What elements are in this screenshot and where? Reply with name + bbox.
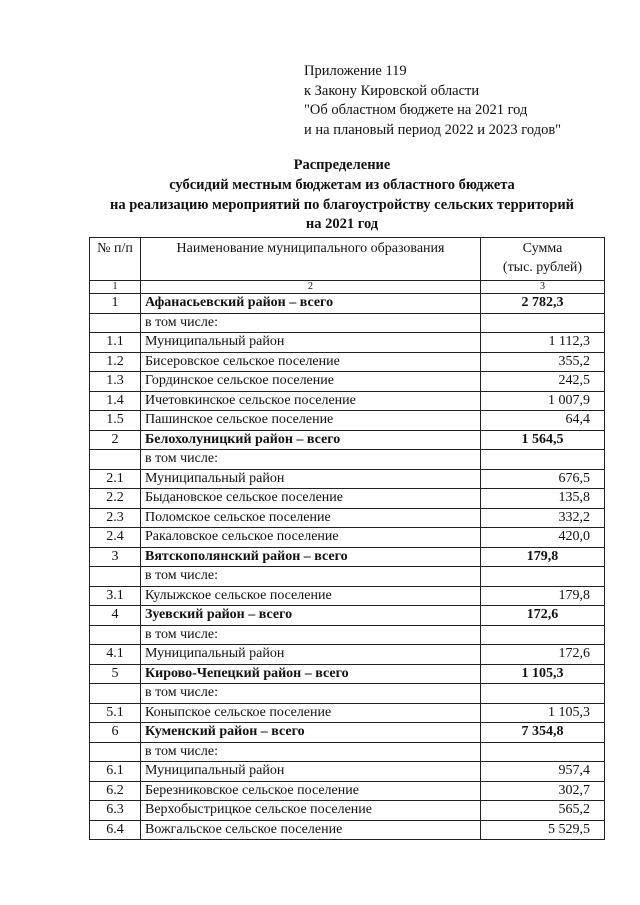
row-number: 6.3 bbox=[90, 801, 141, 821]
row-number bbox=[90, 567, 141, 587]
row-number: 6.4 bbox=[90, 820, 141, 840]
column-number-row bbox=[90, 281, 605, 294]
row-name: Коныпское сельское поселение bbox=[141, 703, 481, 723]
row-number: 2 bbox=[90, 430, 141, 450]
row-number: 4 bbox=[90, 606, 141, 626]
row-name: Поломское сельское поселение bbox=[141, 508, 481, 528]
subheading-row bbox=[90, 450, 605, 470]
table-row bbox=[90, 508, 605, 528]
title-line: субсидий местным бюджетам из областного бюджета bbox=[169, 176, 515, 193]
row-number: 1 bbox=[90, 294, 141, 314]
row-number: 2.2 bbox=[90, 489, 141, 509]
row-sum: 179,8 bbox=[481, 586, 605, 606]
row-number bbox=[90, 625, 141, 645]
row-number: 4.1 bbox=[90, 645, 141, 665]
district-total-row bbox=[90, 430, 605, 450]
row-sum: 565,2 bbox=[481, 801, 605, 821]
row-sum: 64,4 bbox=[481, 411, 605, 431]
subheading-row bbox=[90, 684, 605, 704]
row-number: 1.5 bbox=[90, 411, 141, 431]
subheading-row bbox=[90, 567, 605, 587]
row-sum: 179,8 bbox=[481, 547, 605, 567]
row-sum: 957,4 bbox=[481, 762, 605, 782]
row-sum: 676,5 bbox=[481, 469, 605, 489]
title-line: на реализацию мероприятий по благоустройству сельских территорий bbox=[109, 196, 575, 213]
row-sum bbox=[481, 625, 605, 645]
header-row bbox=[90, 238, 605, 281]
row-number: 6 bbox=[90, 723, 141, 743]
row-sum: 172,6 bbox=[481, 606, 605, 626]
row-sum: 2 782,3 bbox=[481, 294, 605, 314]
appendix-line: "Об областном бюджете на 2021 год bbox=[304, 102, 528, 118]
row-sum bbox=[481, 450, 605, 470]
row-sum: 1 105,3 bbox=[481, 664, 605, 684]
header-sum-unit: (тыс. рублей) bbox=[502, 260, 583, 275]
header-sum-title: Сумма bbox=[522, 241, 563, 256]
row-name: в том числе: bbox=[141, 313, 481, 333]
row-name: Белохолуницкий район – всего bbox=[141, 430, 481, 450]
row-sum: 1 105,3 bbox=[481, 703, 605, 723]
row-sum bbox=[481, 567, 605, 587]
header-sum bbox=[481, 238, 605, 281]
column-number: 2 bbox=[141, 281, 481, 294]
row-name: в том числе: bbox=[141, 742, 481, 762]
row-sum bbox=[481, 742, 605, 762]
row-sum: 172,6 bbox=[481, 645, 605, 665]
row-number bbox=[90, 313, 141, 333]
row-number: 5 bbox=[90, 664, 141, 684]
table-row bbox=[90, 703, 605, 723]
row-name: Куменский район – всего bbox=[141, 723, 481, 743]
row-number: 6.2 bbox=[90, 781, 141, 801]
district-total-row bbox=[90, 606, 605, 626]
table-row bbox=[90, 333, 605, 353]
row-name: в том числе: bbox=[141, 684, 481, 704]
row-sum: 1 112,3 bbox=[481, 333, 605, 353]
row-number: 2.3 bbox=[90, 508, 141, 528]
row-sum: 355,2 bbox=[481, 352, 605, 372]
row-sum bbox=[481, 684, 605, 704]
row-number: 1.2 bbox=[90, 352, 141, 372]
row-sum: 242,5 bbox=[481, 372, 605, 392]
table-row bbox=[90, 781, 605, 801]
row-number: 2.4 bbox=[90, 528, 141, 548]
subsidy-table bbox=[89, 237, 605, 840]
appendix-line: к Закону Кировской области bbox=[304, 82, 480, 99]
row-sum: 420,0 bbox=[481, 528, 605, 548]
row-name: Гординское сельское поселение bbox=[141, 372, 481, 392]
table-row bbox=[90, 586, 605, 606]
table-row bbox=[90, 469, 605, 489]
row-name: Кулыжское сельское поселение bbox=[141, 586, 481, 606]
row-name: Вожгальское сельское поселение bbox=[141, 820, 481, 840]
row-number: 5.1 bbox=[90, 703, 141, 723]
appendix-line: Приложение 119 bbox=[304, 63, 407, 79]
row-name: Верхобыстрицкое сельское поселение bbox=[141, 801, 481, 821]
district-total-row bbox=[90, 294, 605, 314]
subheading-row bbox=[90, 742, 605, 762]
row-name: Муниципальный район bbox=[141, 645, 481, 665]
row-sum: 5 529,5 bbox=[481, 820, 605, 840]
row-number bbox=[90, 742, 141, 762]
row-name: в том числе: bbox=[141, 625, 481, 645]
title-line: Распределение bbox=[293, 157, 391, 173]
appendix-note bbox=[304, 62, 561, 140]
district-total-row bbox=[90, 547, 605, 567]
row-sum: 135,8 bbox=[481, 489, 605, 509]
row-number: 1.1 bbox=[90, 333, 141, 353]
header-num: № п/п bbox=[90, 238, 141, 281]
row-number bbox=[90, 684, 141, 704]
row-sum bbox=[481, 313, 605, 333]
row-name: Муниципальный район bbox=[141, 333, 481, 353]
row-sum: 7 354,8 bbox=[481, 723, 605, 743]
row-name: Ракаловское сельское поселение bbox=[141, 528, 481, 548]
row-name: Вятскополянский район – всего bbox=[141, 547, 481, 567]
row-number: 6.1 bbox=[90, 762, 141, 782]
table-row bbox=[90, 528, 605, 548]
row-sum: 1 564,5 bbox=[481, 430, 605, 450]
title-line: на 2021 год bbox=[305, 216, 379, 233]
row-sum: 1 007,9 bbox=[481, 391, 605, 411]
district-total-row bbox=[90, 664, 605, 684]
column-number: 1 bbox=[90, 281, 141, 294]
table-row bbox=[90, 352, 605, 372]
table-row bbox=[90, 391, 605, 411]
table-row bbox=[90, 820, 605, 840]
district-total-row bbox=[90, 723, 605, 743]
row-sum: 302,7 bbox=[481, 781, 605, 801]
column-number: 3 bbox=[481, 281, 605, 294]
row-name: в том числе: bbox=[141, 450, 481, 470]
row-name: Ичетовкинское сельское поселение bbox=[141, 391, 481, 411]
row-number: 1.4 bbox=[90, 391, 141, 411]
appendix-line: и на плановый период 2022 и 2023 годов" bbox=[304, 121, 562, 138]
table-row bbox=[90, 645, 605, 665]
row-name: Зуевский район – всего bbox=[141, 606, 481, 626]
table-row bbox=[90, 801, 605, 821]
row-number: 2.1 bbox=[90, 469, 141, 489]
subheading-row bbox=[90, 625, 605, 645]
table-row bbox=[90, 489, 605, 509]
document-title bbox=[0, 156, 640, 235]
header-name: Наименование муниципального образования bbox=[141, 238, 481, 281]
row-number bbox=[90, 450, 141, 470]
table-row bbox=[90, 411, 605, 431]
row-sum: 332,2 bbox=[481, 508, 605, 528]
row-name: Муниципальный район bbox=[141, 469, 481, 489]
row-name: Быдановское сельское поселение bbox=[141, 489, 481, 509]
row-name: Афанасьевский район – всего bbox=[141, 294, 481, 314]
row-number: 3.1 bbox=[90, 586, 141, 606]
table-row bbox=[90, 372, 605, 392]
row-name: Пашинское сельское поселение bbox=[141, 411, 481, 431]
table-row bbox=[90, 762, 605, 782]
row-name: Бисеровское сельское поселение bbox=[141, 352, 481, 372]
row-number: 3 bbox=[90, 547, 141, 567]
row-name: Муниципальный район bbox=[141, 762, 481, 782]
row-name: Березниковское сельское поселение bbox=[141, 781, 481, 801]
row-name: Кирово-Чепецкий район – всего bbox=[141, 664, 481, 684]
subheading-row bbox=[90, 313, 605, 333]
row-number: 1.3 bbox=[90, 372, 141, 392]
row-name: в том числе: bbox=[141, 567, 481, 587]
